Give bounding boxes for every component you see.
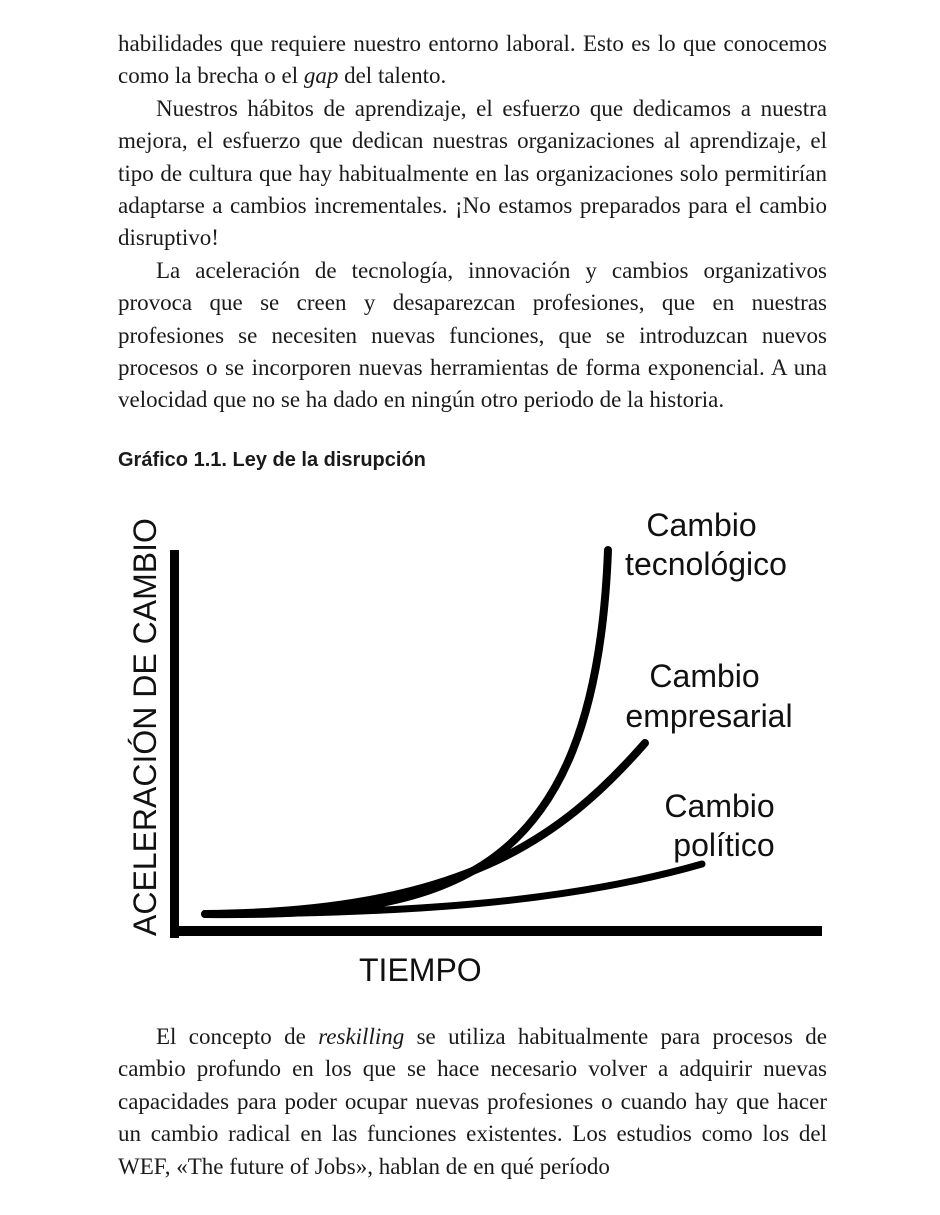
paragraph-4-text-a: El concepto de xyxy=(156,1024,319,1049)
paragraph-2: Nuestros hábitos de aprendizaje, el esfuerzo que dedicamos a nuestra mejora, el esfuerzo que dedican nuestras organizaciones al aprendizaje, el tipo de cultura que hay habitualmente en las organizaciones solo permitirían adaptarse a cambios incrementales. ¡No estamos preparados para el cambio disruptivo! xyxy=(118,95,827,251)
y-axis-line xyxy=(170,550,179,938)
top-text-block xyxy=(118,28,827,417)
paragraph-3: La aceleración de tecnología, innovación y cambios organizativos provoca que se creen y desaparezcan profesiones, que en nuestras profesiones se necesiten nuevas funciones, que se introduzcan nuevos procesos o se incorporen nuevas herramientas de forma exponencial. A una velocidad que no se ha dado en ningún otro periodo de la historia. xyxy=(118,257,827,413)
series-label-tecnologico-line1: Cambio xyxy=(646,507,757,543)
series-label-politico xyxy=(664,788,783,863)
paragraph-1-text-a: habilidades que requiere nuestro entorno laboral. Esto es lo que conocemos como la brecha o el xyxy=(118,31,827,89)
series-line-politico xyxy=(205,864,702,914)
series-label-tecnologico xyxy=(625,507,787,582)
paragraph-4 xyxy=(118,1021,827,1183)
series-label-empresarial-line1: Cambio xyxy=(649,658,760,694)
paragraph-4-text-b: se utiliza habitualmente para procesos de cambio profundo en los que se hace necesario volver a adquirir nuevas capacidades para poder ocupar nuevas profesiones o cuando hay que hacer un cambio radical en las funciones existentes. Los estudios como los del WEF, «The future of Jobs», hablan de en qué período xyxy=(118,1024,827,1179)
x-axis-label: TIEMPO xyxy=(359,952,482,988)
series-label-politico-line2: político xyxy=(673,827,775,863)
y-axis-label: ACELERACIÓN DE CAMBIO xyxy=(127,518,163,936)
bottom-text-block xyxy=(118,1021,827,1183)
paragraph-1 xyxy=(118,28,827,93)
series-label-empresarial-line2: empresarial xyxy=(625,698,793,734)
series-label-tecnologico-line2: tecnológico xyxy=(625,546,787,582)
series-label-empresarial xyxy=(625,658,792,734)
series-label-politico-line1: Cambio xyxy=(664,788,775,824)
x-axis-line xyxy=(170,926,822,936)
paragraph-1-text-b: del talento. xyxy=(338,63,447,89)
figure-caption: Gráfico 1.1. Ley de la disrupción xyxy=(118,449,426,471)
series-line-tecnologico xyxy=(205,550,608,914)
paragraph-4-emphasis: reskilling xyxy=(318,1024,405,1049)
paragraph-1-emphasis: gap xyxy=(303,63,339,89)
disruption-chart xyxy=(110,500,840,1000)
